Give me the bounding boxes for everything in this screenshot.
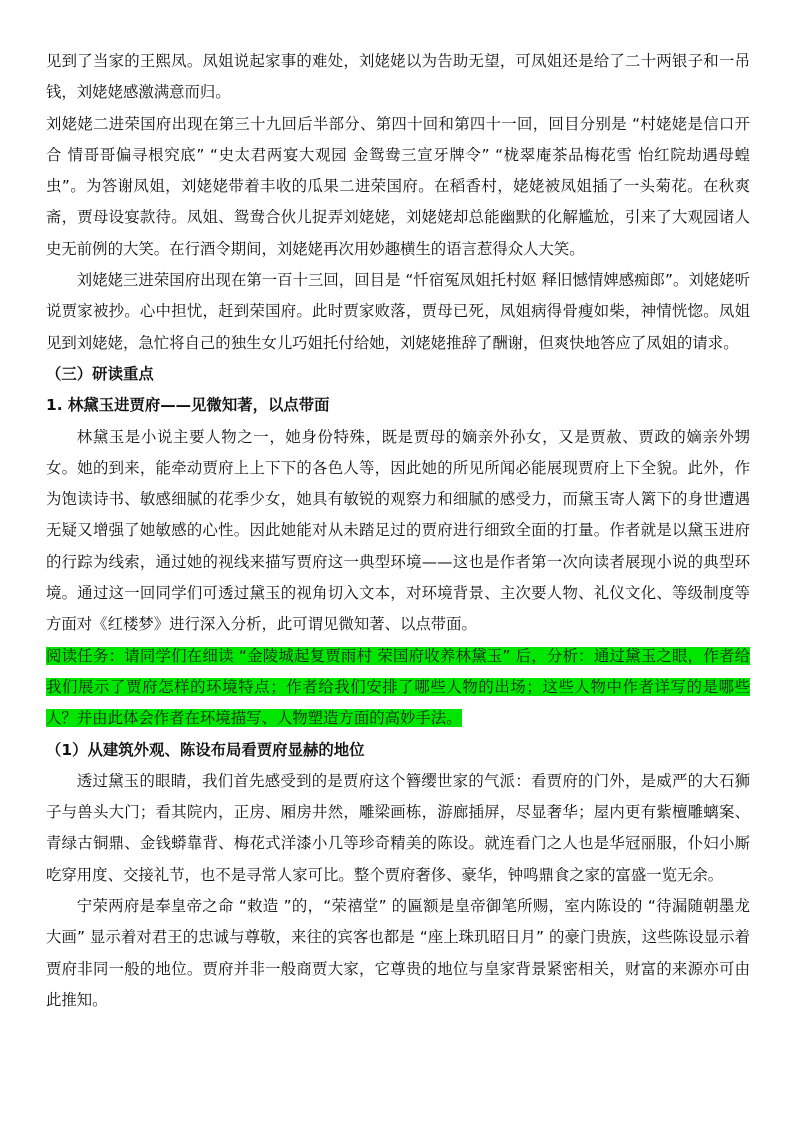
paragraph-architecture-description: 透过黛玉的眼睛，我们首先感受到的是贾府这个簪缨世家的气派：看贾府的门外，是威严的大石狮子与兽头大门；看其院内，正房、厢房井然，雕梁画栋，游廊插屏，尽显奢华；屋内更有紫檀雕螭案、青绿古铜鼎、金钱蟒靠背、梅花式洋漆小几等珍奇精美的陈设。就连看门之人也是华冠丽服，仆妇小厮吃穿用度、交接礼节，也不是寻常人家可比。整个贾府奢侈、豪华，钟鸣鼎食之家的富盛一览无余。 xyxy=(46,771,750,884)
paragraph-lin-daiyu-intro: 林黛玉是小说主要人物之一，她身份特殊，既是贾母的嫡亲外孙女，又是贾赦、贾政的嫡亲外甥女。她的到来，能牵动贾府上上下下的各色人等，因此她的所见所闻必能展现贾府上下全貌。此外，作为饱读诗书、敏感细腻的花季少女，她具有敏锐的观察力和细腻的感受力，而黛玉寄人篱下的身世遭遇无疑又增强了她敏感的心性。因此她能对从未踏足过的贾府进行细致全面的打量。作者就是以黛玉进府的行踪为线索，通过她的视线来描写贾府这一典型环境——这也是作者第一次向读者展现小说的典型环境。通过这一回同学们可透过黛玉的视角切入文本，对环境背景、主次要人物、礼仪文化、等级制度等方面对《红楼梦》进行深入分析，此可谓见微知著、以点带面。 xyxy=(46,427,750,634)
paragraph-liulaolao-third-visit: 刘姥姥三进荣国府出现在第一百十三回，回目是 “忏宿冤凤姐托村妪 释旧憾情婢感痴郎”。刘姥姥听说贾家被抄。心中担忧，赶到荣国府。此时贾家败落，贾母已死，凤姐病得骨瘦如柴，神情恍惚。凤姐见到刘姥姥，急忙将自己的独生女儿巧姐托付给她，刘姥姥推辞了酬谢，但爽快地答应了凤姐的请求。 xyxy=(46,271,750,352)
subheading-architecture: （1）从建筑外观、陈设布局看贾府显赫的地位 xyxy=(46,740,365,759)
subsection-heading-lin-daiyu: 1. 林黛玉进贾府——见微知著，以点带面 xyxy=(46,396,330,415)
section-heading-study-focus: （三）研读重点 xyxy=(46,364,154,383)
document-page xyxy=(46,46,750,1016)
reading-task-highlight xyxy=(46,641,750,735)
paragraph-liulaolao-second-visit: 刘姥姥二进荣国府出现在第三十九回后半部分、第四十回和第四十一回，回目分别是 “村姥姥是信口开合 情哥哥偏寻根究底” “史太君两宴大观园 金鸳鸯三宣牙牌令” “栊翠庵茶品梅花雪 怡红院劫遇母蝗虫”。为答谢凤姐，刘姥姥带着丰收的瓜果二进荣国府。在稻香村，姥姥被凤姐插了一头菊花。在秋爽斋，贾母设宴款待。凤姐、鸳鸯合伙儿捉弄刘姥姥，刘姥姥却总能幽默的化解尴尬，引来了大观园诸人史无前例的大笑。在行酒令期间，刘姥姥再次用妙趣横生的语言惹得众人大笑。 xyxy=(46,114,750,258)
paragraph-imperial-background: 宁荣两府是奉皇帝之命 “敕造 ”的，“荣禧堂” 的匾额是皇帝御笔所赐，室内陈设的 “待漏随朝墨龙大画” 显示着对君王的忠诚与尊敬，来往的宾客也都是 “座上珠玑昭日月” 的豪门贵族，这些陈设显示着贾府非同一般的地位。贾府并非一般商贾大家，它尊贵的地位与皇家背景紧密相关，财富的来源亦可由此推知。 xyxy=(46,897,750,1009)
reading-task-text: 阅读任务：请同学们在细读 “金陵城起复贾雨村 荣国府收养林黛玉” 后，分析：通过黛玉之眼，作者给我们展示了贾府怎样的环境特点；作者给我们安排了哪些人物的出场；这些人物中作者详写的是哪些人？并由此体会作者在环境描写、人物塑造方面的高妙手法。 xyxy=(46,646,750,728)
paragraph-liulaolao-first-visit-end: 见到了当家的王熙凤。凤姐说起家事的难处，刘姥姥以为告助无望，可凤姐还是给了二十两银子和一吊钱，刘姥姥感激满意而归。 xyxy=(46,52,750,102)
